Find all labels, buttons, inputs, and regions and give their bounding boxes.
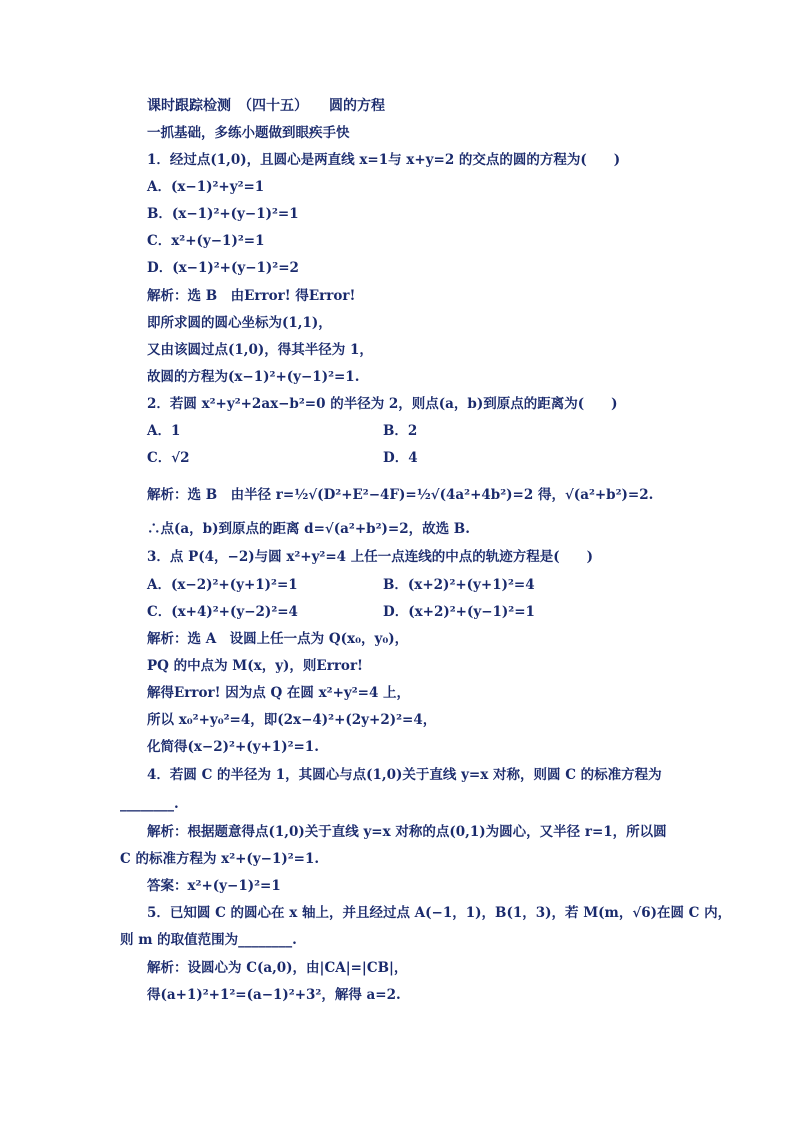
option-1a: A．(x−1)²+y²=1 [147,179,265,195]
option-2d: D．4 [383,450,418,466]
question-5-line-1: 5．已知圆 C 的圆心在 x 轴上，并且经过点 A(−1，1)，B(1，3)，若 M(m，√6)在圆 C 内， [147,905,732,921]
question-2: 2．若圆 x²+y²+2ax−b²=0 的半径为 2，则点(a，b)到原点的距离为( ) [147,396,618,412]
option-2a-text: A．1 [147,423,181,439]
solution-4-line-2: C 的标准方程为 x²+(y−1)²=1. [120,851,320,867]
solution-4-line-1: 解析：根据题意得点(1,0)关于直线 y=x 对称的点(0,1)为圆心，又半径 r=1，所以圆 [147,824,667,840]
option-1d: D．(x−1)²+(y−1)²=2 [147,260,299,276]
section-subtitle: 一抓基础，多练小题做到眼疾手快 [147,125,350,141]
solution-5-line-1: 解析：设圆心为 C(a,0)，由|CA|=|CB|， [147,960,408,976]
option-3b: B．(x+2)²+(y+1)²=4 [383,577,535,593]
option-2c: C．√2 [147,450,190,466]
solution-2-line-2: ∴点(a，b)到原点的距离 d=√(a²+b²)=2，故选 B. [147,521,470,537]
option-1c: C．x²+(y−1)²=1 [147,233,265,249]
solution-3-line-5: 化简得(x−2)²+(y+1)²=1. [147,739,319,755]
solution-1-line-1: 解析：选 B 由Error! 得Error! [147,288,356,304]
solution-1-line-2: 即所求圆的圆心坐标为(1,1)， [147,315,332,331]
question-4-blank: ________. [120,796,179,812]
solution-3-line-4: 所以 x₀²+y₀²=4，即(2x−4)²+(2y+2)²=4， [147,712,437,728]
answer-4: 答案：x²+(y−1)²=1 [147,878,281,894]
option-3d: D．(x+2)²+(y−1)²=1 [383,604,535,620]
option-3a: A．(x−2)²+(y+1)²=1 [147,577,298,593]
option-2b: B．2 [383,423,418,439]
solution-1-line-3: 又由该圆过点(1,0)，得其半径为 1， [147,342,373,358]
question-4-line-1: 4．若圆 C 的半径为 1，其圆心与点(1,0)关于直线 y=x 对称，则圆 C 的标准方程为 [147,767,662,783]
document-title: 课时跟踪检测 （四十五） 圆的方程 [147,98,385,114]
solution-5-line-2: 得(a+1)²+1²=(a−1)²+3²，解得 a=2. [147,987,401,1003]
option-3c: C．(x+4)²+(y−2)²=4 [147,604,298,620]
option-1b: B．(x−1)²+(y−1)²=1 [147,206,299,222]
solution-3-line-2: PQ 的中点为 M(x，y)，则Error! [147,658,363,674]
solution-3-line-3: 解得Error! 因为点 Q 在圆 x²+y²=4 上， [147,685,411,701]
question-1: 1．经过点(1,0)，且圆心是两直线 x=1与 x+y=2 的交点的圆的方程为( ) [147,152,621,168]
option-2a [147,422,180,440]
solution-1-line-4: 故圆的方程为(x−1)²+(y−1)²=1. [147,369,360,385]
solution-2-line-1: 解析：选 B 由半径 r=½√(D²+E²−4F)=½√(4a²+4b²)=2 得，√(a²+b²)=2. [147,487,654,503]
solution-3-line-1: 解析：选 A 设圆上任一点为 Q(x₀，y₀)， [147,631,409,647]
question-5-line-2: 则 m 的取值范围为________. [120,932,297,948]
question-3: 3．点 P(4，−2)与圆 x²+y²=4 上任一点连线的中点的轨迹方程是( ) [147,549,594,565]
